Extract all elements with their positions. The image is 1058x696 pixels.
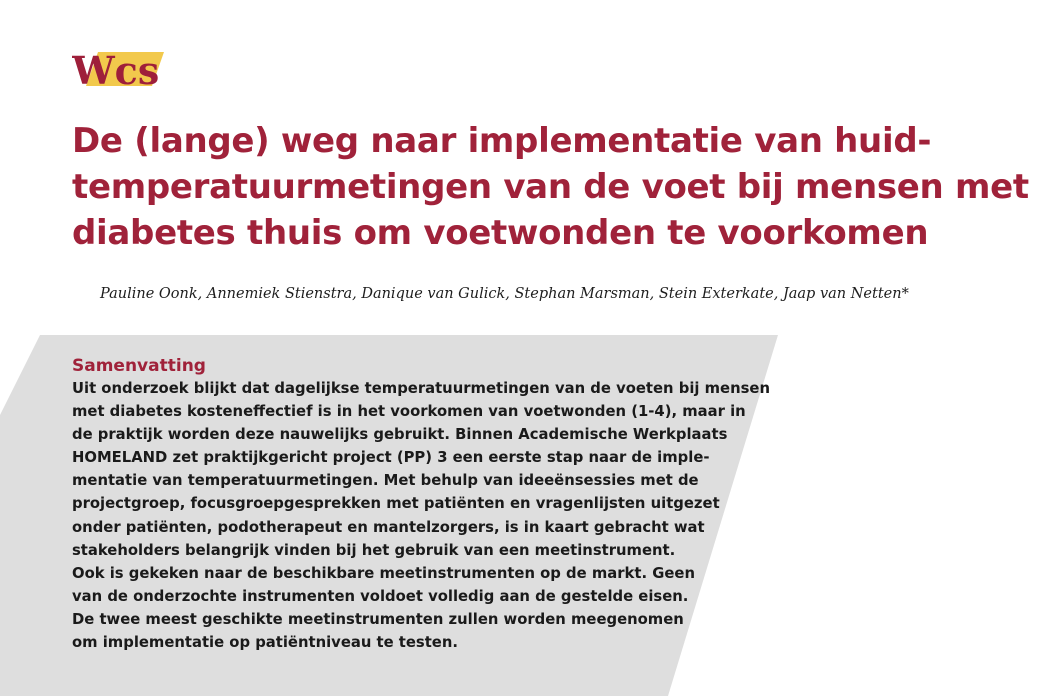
summary-line: met diabetes kosteneffectief is in het voorkomen van voetwonden (1-4), maar in bbox=[72, 403, 746, 421]
summary-line: onder patiënten, podotherapeut en mantelzorgers, is in kaart gebracht wat bbox=[72, 518, 705, 536]
summary-line: om implementatie op patiëntniveau te testen. bbox=[72, 634, 458, 652]
article-title bbox=[72, 118, 1032, 256]
summary-line: van de onderzochte instrumenten voldoet volledig aan de gestelde eisen. bbox=[72, 587, 689, 605]
summary-line: HOMELAND zet praktijkgericht project (PP) 3 een eerste stap naar de imple- bbox=[72, 449, 710, 467]
summary-box bbox=[72, 355, 772, 654]
summary-line: Ook is gekeken naar de beschikbare meetinstrumenten op de markt. Geen bbox=[72, 564, 695, 582]
title-line: temperatuurmetingen van de voet bij mensen met bbox=[72, 167, 1029, 207]
summary-line: stakeholders belangrijk vinden bij het gebruik van een meetinstrument. bbox=[72, 541, 676, 559]
summary-line: projectgroep, focusgroepgesprekken met patiënten en vragenlijsten uitgezet bbox=[72, 495, 720, 513]
summary-line: mentatie van temperatuurmetingen. Met behulp van ideeënsessies met de bbox=[72, 472, 699, 490]
summary-line: de praktijk worden deze nauwelijks gebruikt. Binnen Academische Werkplaats bbox=[72, 426, 728, 444]
author-list: Pauline Oonk, Annemiek Stienstra, Danique van Gulick, Stephan Marsman, Stein Exterkate, Jaap van Netten* bbox=[100, 286, 909, 302]
title-line: De (lange) weg naar implementatie van huid- bbox=[72, 121, 932, 161]
logo-mark-icon bbox=[72, 48, 164, 90]
title-line: diabetes thuis om voetwonden te voorkomen bbox=[72, 213, 929, 253]
summary-line: De twee meest geschikte meetinstrumenten zullen worden meegenomen bbox=[72, 610, 684, 628]
summary-line: Uit onderzoek blijkt dat dagelijkse temperatuurmetingen van de voeten bij mensen bbox=[72, 380, 770, 397]
journal-logo bbox=[72, 48, 164, 90]
logo-text: Wcs bbox=[72, 48, 160, 90]
summary-text bbox=[72, 377, 772, 654]
summary-heading: Samenvatting bbox=[72, 356, 206, 376]
